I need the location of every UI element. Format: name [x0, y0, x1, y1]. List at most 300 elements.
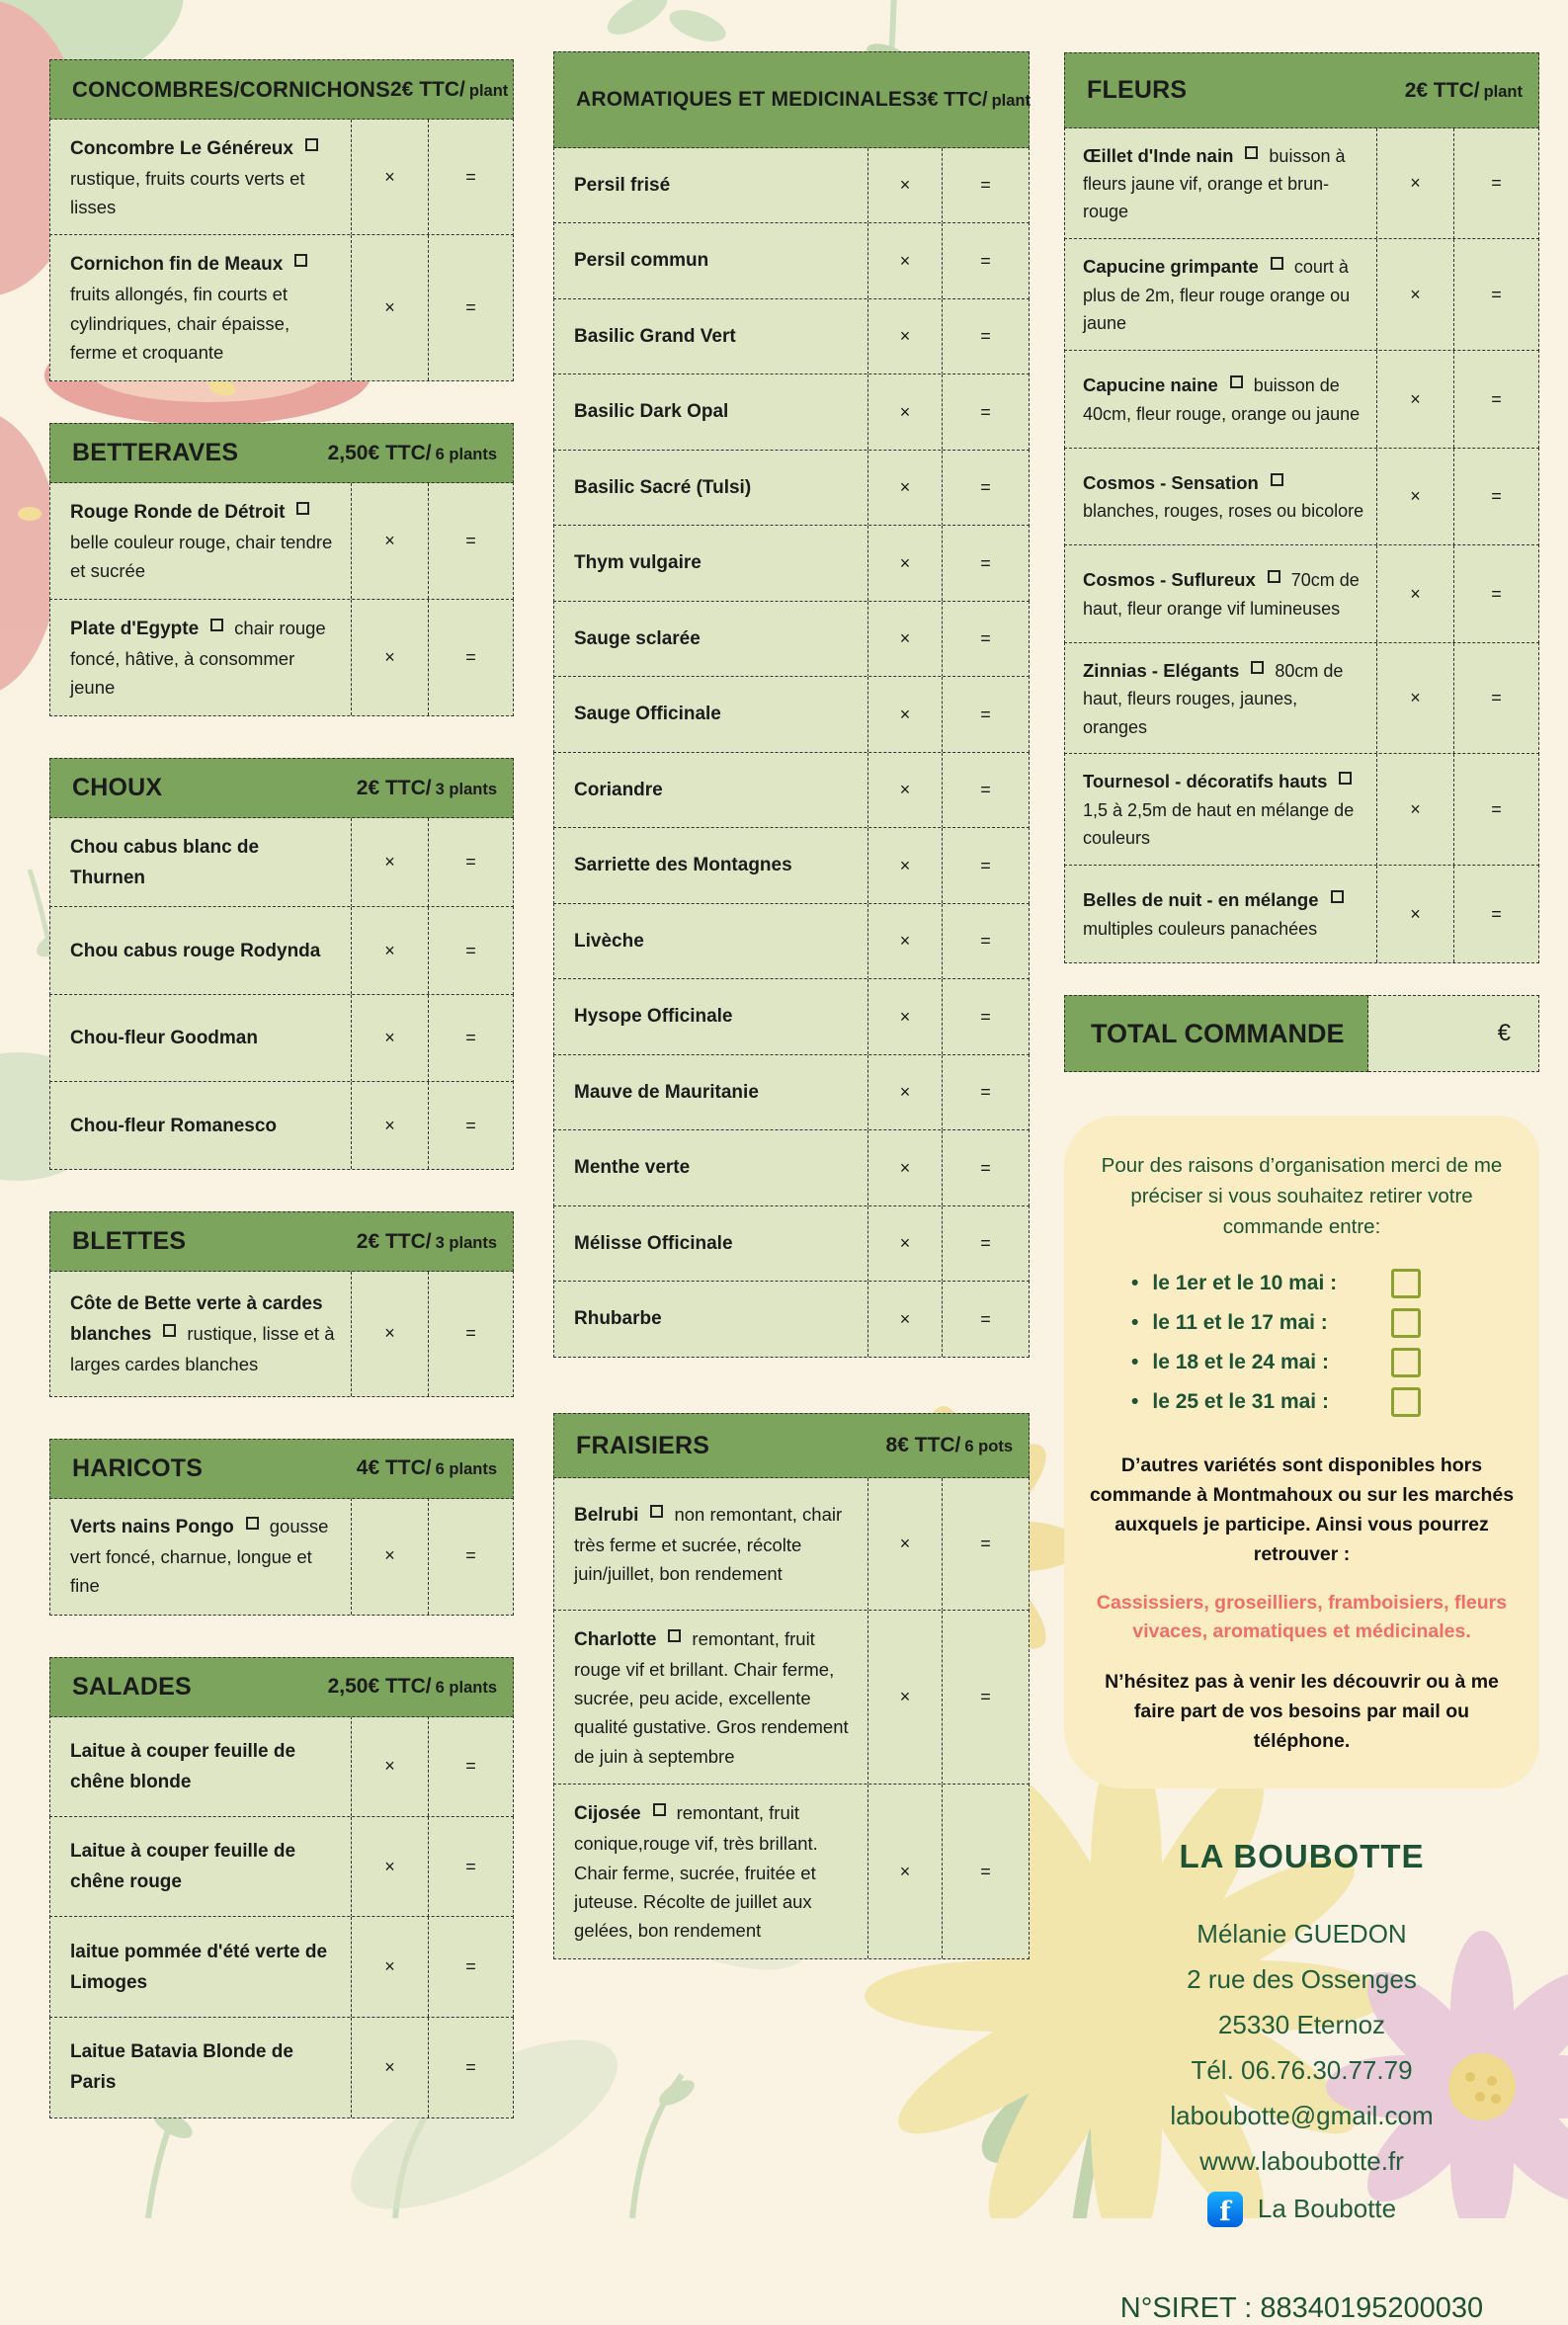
variety-checkbox[interactable] — [163, 1324, 176, 1337]
plant-name: Menthe verte — [574, 1157, 691, 1179]
table-row — [553, 525, 1030, 602]
plant-cell — [554, 602, 867, 677]
quantity-cell[interactable] — [351, 995, 428, 1082]
bullet-icon: • — [1131, 1350, 1139, 1373]
subtotal-cell[interactable] — [942, 979, 1029, 1054]
subtotal-cell[interactable] — [942, 299, 1029, 374]
section-title: FRAISIERS — [576, 1431, 710, 1459]
equals-sign: = — [980, 1006, 991, 1027]
equals-sign: = — [1491, 173, 1502, 194]
quantity-cell[interactable] — [351, 235, 428, 380]
plant-cell — [50, 600, 351, 715]
subtotal-cell[interactable] — [428, 995, 513, 1082]
equals-sign: = — [465, 646, 476, 667]
multiply-sign: × — [384, 530, 395, 550]
plant-cell — [554, 148, 867, 223]
plant-desc: 1,5 à 2,5m de haut en mélange de couleurs — [1083, 799, 1355, 849]
quantity-cell[interactable] — [867, 223, 942, 298]
subtotal-cell[interactable] — [942, 1282, 1029, 1357]
plant-desc: blanches, rouges, roses ou bicolore — [1083, 501, 1364, 522]
column-left — [49, 59, 514, 2160]
plant-name: Thym vulgaire — [574, 552, 701, 574]
plant-cell — [50, 1498, 351, 1614]
variety-checkbox[interactable] — [294, 254, 307, 267]
plant-name: Basilic Sacré (Tulsi) — [574, 476, 752, 498]
plant-cell — [50, 1716, 351, 1816]
plant-name: Coriandre — [574, 779, 663, 800]
subtotal-cell[interactable] — [942, 828, 1029, 903]
facebook-row[interactable] — [1064, 2192, 1539, 2227]
multiply-sign: × — [899, 326, 911, 346]
variety-checkbox[interactable] — [305, 138, 318, 151]
section-header — [1064, 52, 1539, 128]
table-row — [553, 1477, 1030, 1612]
variety-checkbox[interactable] — [1251, 661, 1264, 674]
subtotal-cell[interactable] — [1453, 239, 1538, 350]
table-row — [49, 1081, 514, 1170]
quantity-cell[interactable] — [351, 1498, 428, 1614]
plant-cell — [1065, 128, 1376, 239]
plant-desc: 70cm de haut, fleur orange vif lumineuses — [1083, 570, 1360, 619]
multiply-sign: × — [899, 855, 911, 875]
plant-name: Persil frisé — [574, 174, 671, 196]
variety-checkbox[interactable] — [668, 1629, 681, 1642]
plant-name: Capucine naine — [1083, 374, 1218, 396]
subtotal-cell[interactable] — [1453, 545, 1538, 642]
subtotal-cell[interactable] — [428, 1817, 513, 1917]
multiply-sign: × — [384, 2056, 395, 2077]
table-row — [553, 374, 1030, 451]
plant-name: Basilic Dark Opal — [574, 401, 729, 423]
multiply-sign: × — [899, 1082, 911, 1102]
subtotal-cell[interactable] — [942, 374, 1029, 450]
variety-checkbox[interactable] — [653, 1803, 666, 1816]
plant-desc: belle couleur rouge, chair tendre et sucrée — [70, 531, 333, 581]
equals-sign: = — [465, 166, 476, 187]
quantity-cell[interactable] — [867, 904, 942, 979]
equals-sign: = — [1491, 799, 1502, 820]
subtotal-cell[interactable] — [428, 1498, 513, 1614]
equals-sign: = — [980, 1157, 991, 1178]
subtotal-cell[interactable] — [428, 600, 513, 715]
contact-address-city: 25330 Eternoz — [1217, 2009, 1386, 2039]
equals-sign: = — [465, 1545, 476, 1566]
pickup-checkbox-1[interactable] — [1391, 1269, 1421, 1298]
subtotal-cell[interactable] — [1453, 128, 1538, 239]
plant-cell — [50, 1272, 351, 1396]
plant-cell — [554, 526, 867, 601]
varieties-highlight: Cassissiers, groseilliers, framboisiers, fleurs vivaces, aromatiques et médicinales. — [1096, 1592, 1508, 1642]
plant-name: Plate d'Egypte — [70, 618, 200, 639]
plant-name: Basilic Grand Vert — [574, 325, 736, 347]
equals-sign: = — [465, 1115, 476, 1135]
table-row — [553, 676, 1030, 753]
quantity-cell[interactable] — [351, 1716, 428, 1816]
euro-sign: € — [1497, 1020, 1511, 1047]
other-varieties-note: D’autres variétés sont disponibles hors commande à Montmahoux ou sur les marchés auxquels je participe. Ainsi vous pourrez retrouver : — [1089, 1453, 1515, 1566]
quantity-cell[interactable] — [867, 677, 942, 752]
plant-desc: remontant, fruit rouge vif et brillant. Chair ferme, sucrée, peu acide, excellente qualité gustative. Gros rendement de juin à septembre — [574, 1628, 849, 1767]
quantity-cell[interactable] — [867, 299, 942, 374]
pickup-option-label: le 25 et le 31 mai : — [1152, 1389, 1329, 1413]
multiply-sign: × — [1410, 486, 1421, 507]
equals-sign: = — [465, 940, 476, 960]
quantity-cell[interactable] — [1376, 351, 1453, 448]
table-row — [553, 1784, 1030, 1959]
equals-sign: = — [980, 552, 991, 573]
table-row — [553, 147, 1030, 224]
variety-checkbox[interactable] — [1271, 473, 1283, 486]
subtotal-cell[interactable] — [428, 1082, 513, 1169]
subtotal-cell[interactable] — [942, 1055, 1029, 1130]
subtotal-cell[interactable] — [942, 1206, 1029, 1282]
bullet-icon: • — [1131, 1310, 1139, 1334]
plant-cell — [554, 979, 867, 1054]
equals-sign: = — [980, 175, 991, 195]
table-row — [49, 1497, 514, 1615]
multiply-sign: × — [899, 1157, 911, 1178]
total-label: TOTAL COMMANDE — [1064, 995, 1368, 1072]
subtotal-cell[interactable] — [1453, 754, 1538, 865]
subtotal-cell[interactable] — [942, 677, 1029, 752]
subtotal-cell[interactable] — [428, 1917, 513, 2017]
equals-sign: = — [980, 931, 991, 951]
table-row — [553, 1054, 1030, 1131]
plant-name: Chou-fleur Romanesco — [70, 1115, 278, 1136]
plant-name: Œillet d'Inde nain — [1083, 144, 1234, 166]
plant-name: Laitue à couper feuille de chêne rouge — [70, 1841, 296, 1893]
plant-name: Mauve de Mauritanie — [574, 1081, 759, 1103]
plant-cell — [1065, 545, 1376, 642]
plant-name: Chou-fleur Goodman — [70, 1028, 258, 1049]
variety-checkbox[interactable] — [1245, 146, 1258, 159]
plant-cell — [554, 904, 867, 979]
quantity-cell[interactable] — [351, 1817, 428, 1917]
multiply-sign: × — [899, 1308, 911, 1329]
pickup-checkbox-3[interactable] — [1391, 1348, 1421, 1377]
equals-sign: = — [465, 1028, 476, 1048]
multiply-sign: × — [899, 552, 911, 573]
multiply-sign: × — [899, 401, 911, 422]
total-amount-cell[interactable] — [1368, 995, 1539, 1072]
equals-sign: = — [980, 1233, 991, 1253]
plant-name: Cosmos - Sensation — [1083, 471, 1259, 493]
plant-name: Chou cabus rouge Rodynda — [70, 940, 321, 961]
subtotal-cell[interactable] — [428, 1272, 513, 1396]
subtotal-cell[interactable] — [428, 2018, 513, 2117]
equals-sign: = — [465, 530, 476, 550]
table-row — [1064, 865, 1539, 963]
pickup-checkbox-2[interactable] — [1391, 1308, 1421, 1338]
price-unit: 6 plants — [435, 445, 497, 463]
multiply-sign: × — [899, 250, 911, 271]
table-row — [49, 994, 514, 1083]
variety-checkbox[interactable] — [296, 502, 309, 515]
plant-desc: non remontant, chair très ferme et sucrée, récolte juin/juillet, bon rendement — [574, 1503, 843, 1584]
equals-sign: = — [1491, 388, 1502, 409]
multiply-sign: × — [899, 780, 911, 799]
plant-name: laitue pommée d'été verte de Limoges — [70, 1941, 328, 1993]
multiply-sign: × — [384, 646, 395, 667]
section-price: 3€ TTC/ plant — [916, 88, 1031, 111]
equals-sign: = — [980, 1308, 991, 1329]
subtotal-cell[interactable] — [1453, 866, 1538, 962]
subtotal-cell[interactable] — [942, 904, 1029, 979]
subtotal-cell[interactable] — [428, 483, 513, 599]
section-haricots — [49, 1439, 514, 1616]
table-row — [49, 906, 514, 995]
equals-sign: = — [465, 1323, 476, 1344]
table-row — [49, 817, 514, 908]
subtotal-cell[interactable] — [942, 148, 1029, 223]
section-fraisiers — [553, 1413, 1030, 1959]
equals-sign: = — [1491, 688, 1502, 708]
multiply-sign: × — [899, 628, 911, 648]
multiply-sign: × — [1410, 284, 1421, 304]
multiply-sign: × — [384, 852, 395, 872]
multiply-sign: × — [899, 1861, 911, 1881]
section-price: 2€ TTC/ 3 plants — [356, 776, 497, 799]
table-row — [49, 1715, 514, 1817]
plant-desc: multiples couleurs panachées — [1083, 918, 1318, 939]
plant-desc: buisson de 40cm, fleur rouge, orange ou jaune — [1083, 375, 1361, 424]
quantity-cell[interactable] — [867, 374, 942, 450]
variety-checkbox[interactable] — [1331, 890, 1344, 903]
contact-lines — [1064, 1919, 1539, 2227]
equals-sign: = — [980, 477, 991, 497]
multiply-sign: × — [384, 1956, 395, 1977]
quantity-cell[interactable] — [867, 602, 942, 677]
plant-desc: remontant, fruit conique,rouge vif, très brillant. Chair ferme, sucrée, fruitée et juteuse. Récolte de juillet aux gelées, bon rendement — [574, 1802, 818, 1942]
plant-cell — [1065, 351, 1376, 448]
table-row — [553, 298, 1030, 375]
quantity-cell[interactable] — [867, 1206, 942, 1282]
variety-checkbox[interactable] — [1230, 375, 1243, 388]
price-unit: 6 pots — [964, 1438, 1013, 1455]
table-row — [1064, 448, 1539, 546]
quantity-cell[interactable] — [351, 907, 428, 994]
subtotal-cell[interactable] — [942, 602, 1029, 677]
equals-sign: = — [465, 852, 476, 872]
section-header — [49, 758, 514, 818]
quantity-cell[interactable] — [867, 828, 942, 903]
table-row — [49, 119, 514, 236]
section-title: AROMATIQUES ET MEDICINALES — [576, 88, 917, 111]
plant-cell — [50, 483, 351, 599]
subtotal-cell[interactable] — [942, 753, 1029, 828]
table-row — [553, 1281, 1030, 1358]
subtotal-cell[interactable] — [428, 235, 513, 380]
section-price: 2€ TTC/ plant — [1404, 78, 1523, 102]
table-row — [553, 978, 1030, 1055]
subtotal-cell[interactable] — [942, 1785, 1029, 1958]
quantity-cell[interactable] — [867, 526, 942, 601]
quantity-cell[interactable] — [351, 1272, 428, 1396]
section-price: 2,50€ TTC/ 6 plants — [327, 441, 497, 464]
subtotal-cell[interactable] — [942, 451, 1029, 526]
subtotal-cell[interactable] — [428, 1716, 513, 1816]
quantity-cell[interactable] — [867, 1478, 942, 1611]
plant-cell — [554, 1785, 867, 1958]
plant-desc: fruits allongés, fin courts et cylindriques, chair épaisse, ferme et croquante — [70, 284, 290, 363]
plant-cell — [1065, 449, 1376, 545]
pickup-checkbox-4[interactable] — [1391, 1387, 1421, 1417]
quantity-cell[interactable] — [351, 1082, 428, 1169]
plant-cell — [50, 1082, 351, 1169]
section-title: CHOUX — [72, 774, 163, 802]
section-title: BETTERAVES — [72, 439, 239, 467]
plant-desc: rustique, fruits courts verts et lisses — [70, 167, 305, 217]
subtotal-cell[interactable] — [428, 907, 513, 994]
multiply-sign: × — [899, 1233, 911, 1253]
pickup-option-label: le 11 et le 17 mai : — [1152, 1310, 1328, 1334]
plant-desc: gousse vert foncé, charnue, longue et fine — [70, 1516, 329, 1597]
pickup-option-1 — [1131, 1269, 1520, 1298]
quantity-cell[interactable] — [351, 1917, 428, 2017]
table-row — [1064, 544, 1539, 643]
quantity-cell[interactable] — [1376, 643, 1453, 754]
section-header — [49, 1439, 514, 1499]
section-price: 2€ TTC/ plant — [390, 77, 509, 101]
quantity-cell[interactable] — [351, 600, 428, 715]
subtotal-cell[interactable] — [942, 1130, 1029, 1205]
section-price: 2,50€ TTC/ 6 plants — [327, 1675, 497, 1699]
plant-name: Chou cabus blanc de Thurnen — [70, 836, 260, 888]
multiply-sign: × — [1410, 388, 1421, 409]
subtotal-cell[interactable] — [942, 526, 1029, 601]
plant-name: Livèche — [574, 930, 644, 952]
quantity-cell[interactable] — [1376, 239, 1453, 350]
quantity-cell[interactable] — [1376, 754, 1453, 865]
section-fleurs — [1064, 52, 1539, 963]
equals-sign: = — [1491, 486, 1502, 507]
table-row — [49, 2017, 514, 2118]
price-unit: 6 plants — [435, 1460, 497, 1479]
quantity-cell[interactable] — [867, 1785, 942, 1958]
subtotal-cell[interactable] — [942, 223, 1029, 298]
equals-sign: = — [980, 401, 991, 422]
plant-name: Charlotte — [574, 1629, 657, 1650]
brand-name: LA BOUBOTTE — [1179, 1837, 1425, 1874]
plant-cell — [1065, 754, 1376, 865]
table-row — [1064, 238, 1539, 351]
quantity-cell[interactable] — [867, 1055, 942, 1130]
plant-cell — [554, 451, 867, 526]
plant-cell — [554, 1611, 867, 1785]
plant-cell — [50, 2018, 351, 2117]
quantity-cell[interactable] — [1376, 449, 1453, 545]
equals-sign: = — [465, 1856, 476, 1876]
section-aromatiques — [553, 51, 1030, 1358]
subtotal-cell[interactable] — [428, 818, 513, 907]
column-right — [1064, 52, 1539, 2325]
plant-name: Verts nains Pongo — [70, 1517, 234, 1538]
equals-sign: = — [465, 2056, 476, 2077]
plant-cell — [554, 1478, 867, 1611]
multiply-sign: × — [1410, 173, 1421, 194]
multiply-sign: × — [384, 1856, 395, 1876]
section-header — [553, 1413, 1030, 1478]
table-row — [553, 1205, 1030, 1283]
plant-cell — [554, 828, 867, 903]
equals-sign: = — [1491, 284, 1502, 304]
variety-checkbox[interactable] — [210, 619, 223, 631]
plant-name: Cosmos - Suflureux — [1083, 569, 1256, 591]
variety-checkbox[interactable] — [1271, 257, 1283, 270]
quantity-cell[interactable] — [867, 451, 942, 526]
equals-sign: = — [980, 780, 991, 799]
multiply-sign: × — [384, 940, 395, 960]
section-betteraves — [49, 423, 514, 716]
pickup-intro: Pour des raisons d’organisation merci de me préciser si vous souhaitez retirer votre commande entre: — [1101, 1154, 1503, 1238]
quantity-cell[interactable] — [351, 818, 428, 907]
quantity-cell[interactable] — [351, 2018, 428, 2117]
table-row — [49, 599, 514, 716]
plant-name: Capucine grimpante — [1083, 256, 1259, 278]
quantity-cell[interactable] — [1376, 866, 1453, 962]
plant-name: Belrubi — [574, 1504, 639, 1526]
closing-note: N’hésitez pas à venir les découvrir ou à me faire part de vos besoins par mail ou téléphone. — [1105, 1670, 1499, 1753]
quantity-cell[interactable] — [867, 1282, 942, 1357]
subtotal-cell[interactable] — [428, 120, 513, 235]
price-unit: plant — [468, 81, 509, 100]
variety-checkbox[interactable] — [246, 1517, 259, 1530]
table-row — [553, 1610, 1030, 1785]
quantity-cell[interactable] — [1376, 128, 1453, 239]
quantity-cell[interactable] — [867, 1611, 942, 1785]
multiply-sign: × — [384, 1115, 395, 1135]
plant-cell — [554, 1282, 867, 1357]
section-choux — [49, 758, 514, 1170]
subtotal-cell[interactable] — [1453, 351, 1538, 448]
quantity-cell[interactable] — [351, 120, 428, 235]
subtotal-cell[interactable] — [942, 1611, 1029, 1785]
quantity-cell[interactable] — [867, 148, 942, 223]
quantity-cell[interactable] — [351, 483, 428, 599]
table-row — [1064, 642, 1539, 755]
multiply-sign: × — [899, 1006, 911, 1027]
variety-checkbox[interactable] — [1339, 772, 1352, 785]
variety-checkbox[interactable] — [650, 1505, 663, 1518]
subtotal-cell[interactable] — [1453, 449, 1538, 545]
price-unit: plant — [1483, 82, 1523, 101]
total-commande — [1064, 995, 1539, 1072]
quantity-cell[interactable] — [867, 979, 942, 1054]
contact-block — [1064, 1838, 1539, 2325]
plant-name: Laitue à couper feuille de chêne blonde — [70, 1740, 296, 1792]
table-row — [553, 827, 1030, 904]
section-title: CONCOMBRES/CORNICHONS — [72, 76, 390, 102]
contact-phone: Tél. 06.76.30.77.79 — [1191, 2054, 1413, 2085]
equals-sign: = — [1491, 583, 1502, 604]
multiply-sign: × — [899, 477, 911, 497]
equals-sign: = — [465, 297, 476, 318]
section-header — [49, 59, 514, 120]
table-row — [1064, 127, 1539, 240]
section-title: SALADES — [72, 1672, 192, 1701]
quantity-cell[interactable] — [1376, 545, 1453, 642]
equals-sign: = — [1491, 903, 1502, 924]
pickup-option-3 — [1131, 1348, 1520, 1377]
quantity-cell[interactable] — [867, 753, 942, 828]
multiply-sign: × — [384, 1028, 395, 1048]
subtotal-cell[interactable] — [942, 1478, 1029, 1611]
section-header — [49, 1211, 514, 1272]
variety-checkbox[interactable] — [1268, 570, 1280, 583]
subtotal-cell[interactable] — [1453, 643, 1538, 754]
table-row — [49, 1271, 514, 1397]
quantity-cell[interactable] — [867, 1130, 942, 1205]
